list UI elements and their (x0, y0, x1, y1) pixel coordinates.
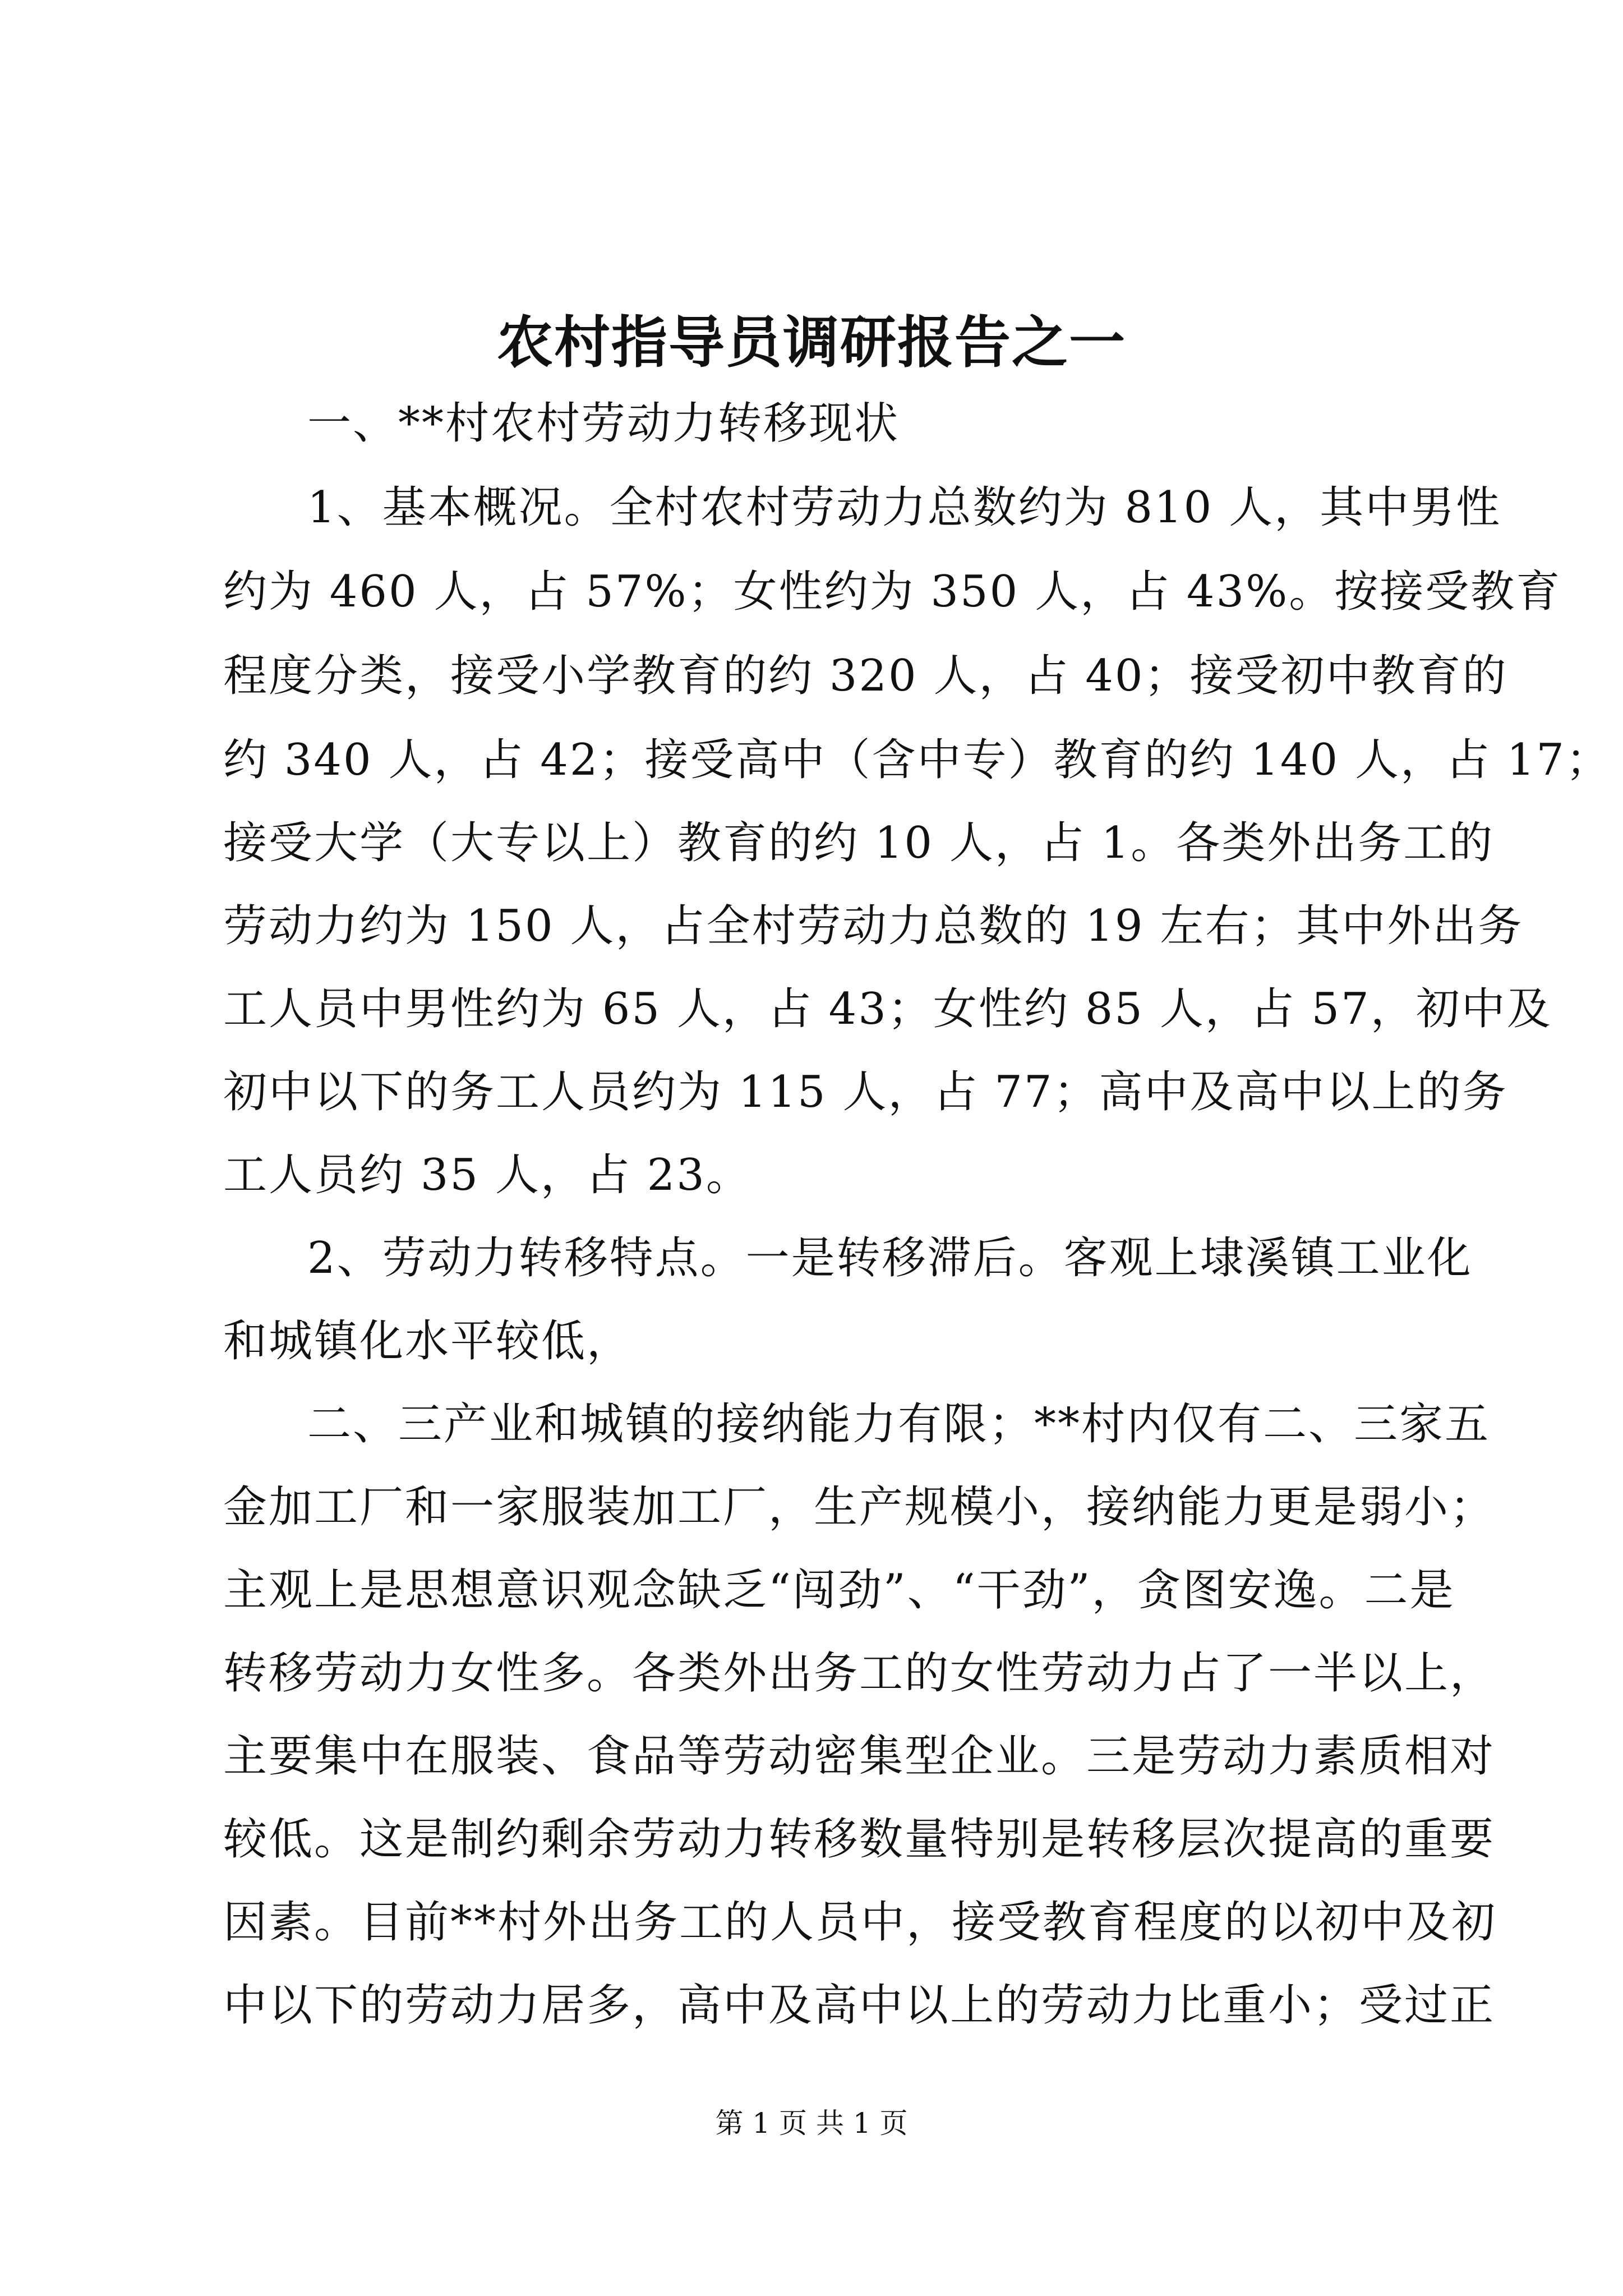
paragraph-line: 和城镇化水平较低， (223, 1316, 633, 1366)
paragraph-line: 初中以下的务工人员约为 115 人，占 77；高中及高中以上的务 (223, 1067, 1508, 1117)
paragraph-line: 劳动力约为 150 人，占全村劳动力总数的 19 左右；其中外出务 (223, 901, 1524, 951)
paragraph-line: 约为 460 人，占 57%；女性约为 350 人，占 43%。按接受教育 (223, 567, 1562, 617)
paragraph-line: 因素。目前**村外出务工的人员中，接受教育程度的以初中及初 (223, 1897, 1497, 1948)
document-title: 农村指导员调研报告之一 (497, 309, 1126, 375)
paragraph-line: 中以下的劳动力居多，高中及高中以上的劳动力比重小；受过正 (223, 1980, 1496, 2031)
heading-section-one: 一、**村农村劳动力转移现状 (307, 398, 900, 449)
paragraph-line: 转移劳动力女性多。各类外出务工的女性劳动力占了一半以上， (223, 1648, 1496, 1699)
paragraph-line: 约 340 人，占 42；接受高中（含中专）教育的约 140 人，占 17； (223, 735, 1612, 785)
paragraph-line: 较低。这是制约剩余劳动力转移数量特别是转移层次提高的重要 (223, 1814, 1496, 1865)
paragraph-line: 主观上是思想意识观念缺乏“闯劲”、“干劲”，贪图安逸。二是 (223, 1565, 1455, 1616)
paragraph-line: 1、基本概况。全村农村劳动力总数约为 810 人，其中男性 (307, 482, 1502, 533)
paragraph-line: 工人员中男性约为 65 人，占 43；女性约 85 人，占 57，初中及 (223, 984, 1552, 1034)
paragraph-line: 程度分类，接受小学教育的约 320 人，占 40；接受初中教育的 (223, 651, 1508, 701)
paragraph-line: 主要集中在服装、食品等劳动密集型企业。三是劳动力素质相对 (223, 1731, 1496, 1782)
paragraph-line: 接受大学（大专以上）教育的约 10 人，占 1。各类外出务工的 (223, 818, 1495, 868)
paragraph-line: 2、劳动力转移特点。一是转移滞后。客观上埭溪镇工业化 (307, 1233, 1473, 1283)
page-footer: 第 1 页 共 1 页 (715, 2107, 908, 2139)
paragraph-line: 二、三产业和城镇的接纳能力有限；**村内仅有二、三家五 (307, 1399, 1491, 1450)
paragraph-line: 工人员约 35 人，占 23。 (223, 1150, 751, 1200)
paragraph-line: 金加工厂和一家服装加工厂，生产规模小，接纳能力更是弱小； (223, 1482, 1496, 1533)
